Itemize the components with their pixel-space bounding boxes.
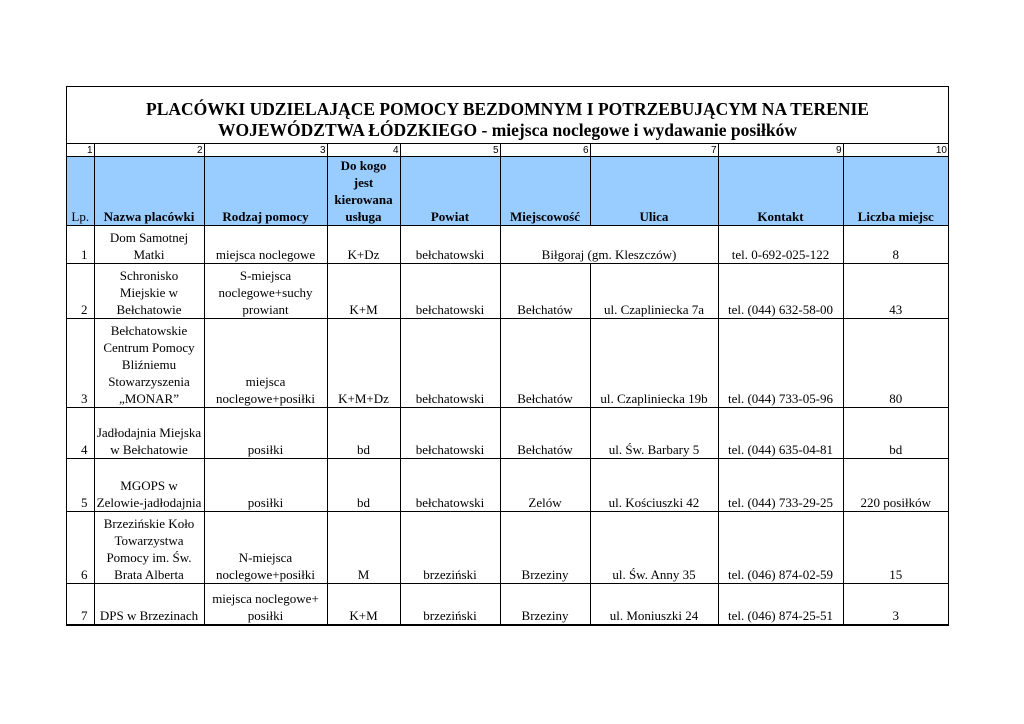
header-kontakt: Kontakt (718, 157, 843, 226)
cell-rodzaj: S-miejsca noclegowe+suchy prowiant (204, 264, 327, 319)
cell-lp: 4 (67, 408, 94, 459)
column-number: 5 (400, 144, 500, 157)
cell-rodzaj: miejsca noclegowe+posiłki (204, 319, 327, 408)
cell-lp: 1 (67, 226, 94, 264)
cell-liczba: 15 (843, 512, 948, 584)
data-table (67, 144, 948, 625)
cell-rodzaj: miejsca noclegowe (204, 226, 327, 264)
header-lp: Lp. (67, 157, 94, 226)
header-nazwa: Nazwa placówki (94, 157, 204, 226)
cell-miejscowosc: Brzeziny (500, 584, 590, 625)
cell-nazwa: Schronisko Miejskie w Bełchatowie (94, 264, 204, 319)
table-row (67, 408, 948, 459)
cell-miejscowosc: Bełchatów (500, 264, 590, 319)
cell-nazwa: Dom Samotnej Matki (94, 226, 204, 264)
cell-do-kogo: K+M (327, 264, 400, 319)
cell-rodzaj: N-miejsca noclegowe+posiłki (204, 512, 327, 584)
column-number: 3 (204, 144, 327, 157)
cell-kontakt: tel. (044) 733-29-25 (718, 459, 843, 512)
cell-miejscowosc: Zelów (500, 459, 590, 512)
column-number: 10 (843, 144, 948, 157)
cell-powiat: bełchatowski (400, 264, 500, 319)
header-row (67, 157, 948, 226)
page-title (67, 87, 948, 144)
cell-lp: 5 (67, 459, 94, 512)
cell-powiat: bełchatowski (400, 408, 500, 459)
cell-liczba: 43 (843, 264, 948, 319)
cell-nazwa: DPS w Brzezinach (94, 584, 204, 625)
cell-liczba: 8 (843, 226, 948, 264)
cell-kontakt: tel. (044) 632-58-00 (718, 264, 843, 319)
column-number: 6 (500, 144, 590, 157)
cell-powiat: bełchatowski (400, 319, 500, 408)
cell-liczba: 3 (843, 584, 948, 625)
cell-do-kogo: M (327, 512, 400, 584)
column-number: 7 (590, 144, 718, 157)
cell-do-kogo: K+M (327, 584, 400, 625)
cell-liczba: bd (843, 408, 948, 459)
title-line-1: PLACÓWKI UDZIELAJĄCE POMOCY BEZDOMNYM I POTRZEBUJĄCYM NA TERENIE (146, 99, 869, 119)
header-miejscowosc: Miejscowość (500, 157, 590, 226)
table-row (67, 264, 948, 319)
cell-kontakt: tel. (046) 874-02-59 (718, 512, 843, 584)
cell-nazwa: Bełchatowskie Centrum Pomocy Bliźniemu Stowarzyszenia „MONAR” (94, 319, 204, 408)
column-number: 1 (67, 144, 94, 157)
cell-ulica: ul. Moniuszki 24 (590, 584, 718, 625)
cell-ulica: ul. Kościuszki 42 (590, 459, 718, 512)
table-row (67, 584, 948, 625)
cell-miejscowosc: Bełchatów (500, 319, 590, 408)
cell-nazwa: MGOPS w Zelowie-jadłodajnia (94, 459, 204, 512)
cell-ulica: ul. Św. Barbary 5 (590, 408, 718, 459)
cell-nazwa: Brzezińskie Koło Towarzystwa Pomocy im. Św. Brata Alberta (94, 512, 204, 584)
cell-miejscowosc: Brzeziny (500, 512, 590, 584)
column-number: 2 (94, 144, 204, 157)
column-number: 4 (327, 144, 400, 157)
cell-miejscowosc: Bełchatów (500, 408, 590, 459)
cell-lp: 3 (67, 319, 94, 408)
cell-kontakt: tel. 0-692-025-122 (718, 226, 843, 264)
cell-powiat: brzeziński (400, 584, 500, 625)
cell-kontakt: tel. (046) 874-25-51 (718, 584, 843, 625)
cell-lp: 7 (67, 584, 94, 625)
cell-powiat: brzeziński (400, 512, 500, 584)
cell-do-kogo: K+Dz (327, 226, 400, 264)
header-rodzaj: Rodzaj pomocy (204, 157, 327, 226)
cell-rodzaj: miejsca noclegowe+ posiłki (204, 584, 327, 625)
cell-nazwa: Jadłodajnia Miejska w Bełchatowie (94, 408, 204, 459)
cell-miejscowosc-ulica: Biłgoraj (gm. Kleszczów) (500, 226, 718, 264)
cell-do-kogo: bd (327, 459, 400, 512)
cell-do-kogo: K+M+Dz (327, 319, 400, 408)
cell-ulica: ul. Św. Anny 35 (590, 512, 718, 584)
spreadsheet-table (66, 86, 949, 626)
header-powiat: Powiat (400, 157, 500, 226)
cell-kontakt: tel. (044) 733-05-96 (718, 319, 843, 408)
cell-kontakt: tel. (044) 635-04-81 (718, 408, 843, 459)
table-row (67, 512, 948, 584)
cell-rodzaj: posiłki (204, 459, 327, 512)
column-number-row (67, 144, 948, 157)
cell-ulica: ul. Czapliniecka 7a (590, 264, 718, 319)
cell-liczba: 220 posiłków (843, 459, 948, 512)
cell-powiat: bełchatowski (400, 226, 500, 264)
table-row (67, 459, 948, 512)
header-liczba: Liczba miejsc (843, 157, 948, 226)
cell-lp: 2 (67, 264, 94, 319)
cell-do-kogo: bd (327, 408, 400, 459)
table-row (67, 319, 948, 408)
cell-rodzaj: posiłki (204, 408, 327, 459)
column-number: 9 (718, 144, 843, 157)
cell-ulica: ul. Czapliniecka 19b (590, 319, 718, 408)
cell-powiat: bełchatowski (400, 459, 500, 512)
header-ulica: Ulica (590, 157, 718, 226)
header-do-kogo: Do kogo jest kierowana usługa (327, 157, 400, 226)
title-line-2: WOJEWÓDZTWA ŁÓDZKIEGO - miejsca noclegowe i wydawanie posiłków (218, 120, 797, 140)
table-row (67, 226, 948, 264)
cell-liczba: 80 (843, 319, 948, 408)
cell-lp: 6 (67, 512, 94, 584)
